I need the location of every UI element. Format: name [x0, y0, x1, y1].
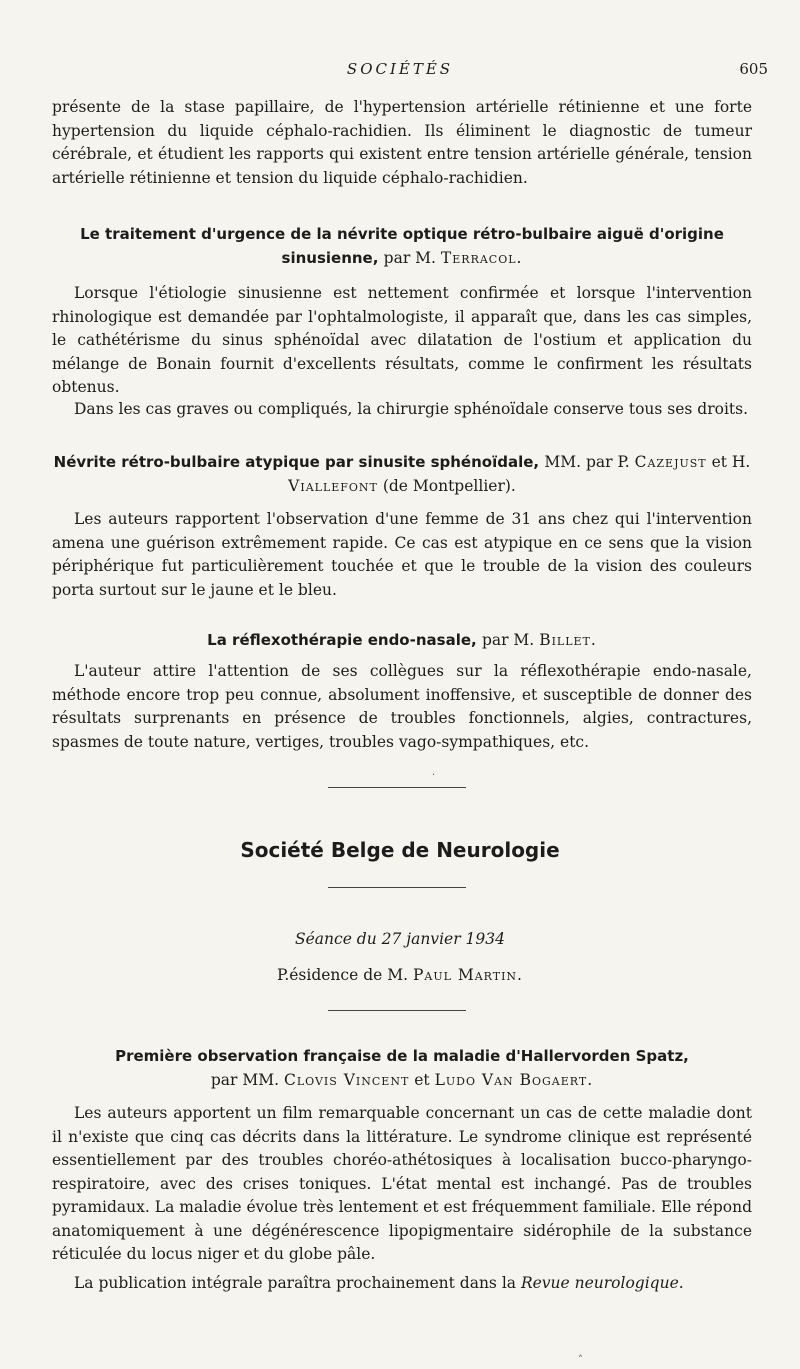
article-3-paragraph-1: L'auteur attire l'attention de ses collègues sur la réflexothérapie endo-nasale, méthode encore trop peu connue, absolument inoffensive, et susceptible de donner des résultats surprenants en présence de troubles fonctionnels, algies, contractures, spasmes de toute nature, vertiges, troubles vago-sympathiques, etc. — [52, 662, 752, 751]
article-3-author: Billet. — [539, 631, 597, 649]
stray-print-mark: · — [432, 770, 436, 781]
article-4-author-1: Clovis Vincent — [283, 1071, 410, 1089]
article-4-author-2: Ludo Van Bogaert. — [434, 1071, 594, 1089]
article-2-byline-mid: et H. — [711, 453, 751, 471]
article-4-paragraph-2 — [52, 1272, 752, 1296]
article-1-paragraph-2: Dans les cas graves ou compliqués, la chirurgie sphénoïdale conserve tous ses droits. — [74, 400, 749, 418]
article-1-heading — [52, 222, 752, 270]
running-head — [0, 60, 800, 84]
article-4-paragraph-1: Les auteurs apportent un film remarquable concernant un cas de cette maladie dont il n'existe que cinq cas décrits dans la littérature. Le syndrome clinique est représenté essentiellement par des troubles choréo-athétosiques à localisation bucco-pharyngo-respiratoire, avec des crises toniques. L'état mental est inchangé. Pas de troubles pyramidaux. La maladie évolue très lentement et est fréquemment familiale. Elle répond anatomiquement à une dégénérescence lipopigmentaire sidérophile de la substance réticulée du locus niger et du globe pâle. — [52, 1104, 752, 1263]
presidency-prefix: P.ésidence de M. — [277, 966, 409, 984]
article-1-byline — [384, 249, 523, 267]
presidency-line — [0, 966, 800, 984]
article-4-paragraph-2-text: La publication intégrale paraîtra prochainement dans la — [74, 1274, 517, 1292]
article-2-byline-prefix: MM. par P. — [544, 453, 630, 471]
session-divider — [328, 1010, 466, 1011]
article-2-byline-suffix: (de Montpellier). — [382, 477, 516, 495]
society-title: Société Belge de Neurologie — [240, 838, 560, 862]
article-2-heading — [52, 450, 752, 498]
article-1-paragraph-1: Lorsque l'étiologie sinusienne est nettement confirmée et lorsque l'intervention rhinologique est demandée par l'ophtalmologiste, il apparaît que, dans les cas simples, le cathétérisme du sinus sphénoïdal avec dilatation de l'ostium et application du mélange de Bonain fournit d'excellents résultats, comme le confirment les résultats obtenus. — [52, 284, 752, 396]
running-title: SOCIÉTÉS — [346, 60, 454, 78]
article-2-paragraph-1: Les auteurs rapportent l'observation d'une femme de 31 ans chez qui l'intervention amena une guérison extrêmement rapide. Ce cas est atypique en ce sens que la vision périphérique fut particulièrement touchée et que le trouble de la vision des couleurs porta surtout sur le jaune et le bleu. — [52, 510, 752, 599]
article-3-title: La réflexothérapie endo-nasale, — [207, 631, 477, 649]
article-1-title: Le traitement d'urgence de la névrite optique rétro-bulbaire aiguë d'origine sinusienne, — [80, 225, 724, 267]
continuation-paragraph: présente de la stase papillaire, de l'hypertension artérielle rétinienne et une forte hypertension du liquide céphalo-rachidien. Ils éliminent le diagnostic de tumeur cérébrale, et étudient les rapports qui existent entre tension artérielle générale, tension artérielle rétinienne et tension du liquide céphalo-rachidien. — [52, 98, 752, 187]
article-4-heading — [52, 1044, 752, 1092]
page-number: 605 — [739, 60, 768, 78]
article-3-heading — [52, 628, 752, 652]
article-3-byline — [482, 631, 597, 649]
section-divider — [328, 787, 466, 788]
article-4-title: Première observation française de la maladie d'Hallervorden Spatz, — [115, 1047, 689, 1065]
title-underline — [328, 887, 466, 888]
article-4-byline — [211, 1071, 593, 1089]
article-2-author-1: Cazejust — [634, 453, 707, 471]
article-4-byline-prefix: par MM. — [210, 1071, 280, 1089]
stray-print-mark: ˄ — [578, 1355, 583, 1366]
journal-name: Revue neurologique. — [520, 1274, 684, 1292]
article-2-author-2: Viallefont — [288, 477, 378, 495]
article-1-author: Terracol. — [440, 249, 523, 267]
article-3-byline-prefix: par M. — [481, 631, 535, 649]
session-date: Séance du 27 janvier 1934 — [295, 930, 505, 948]
article-1-byline-prefix: par M. — [383, 249, 436, 267]
article-4-byline-mid: et — [414, 1071, 430, 1089]
article-2-title: Névrite rétro-bulbaire atypique par sinusite sphénoïdale, — [53, 453, 540, 471]
president-name: Paul Martin. — [412, 966, 523, 984]
